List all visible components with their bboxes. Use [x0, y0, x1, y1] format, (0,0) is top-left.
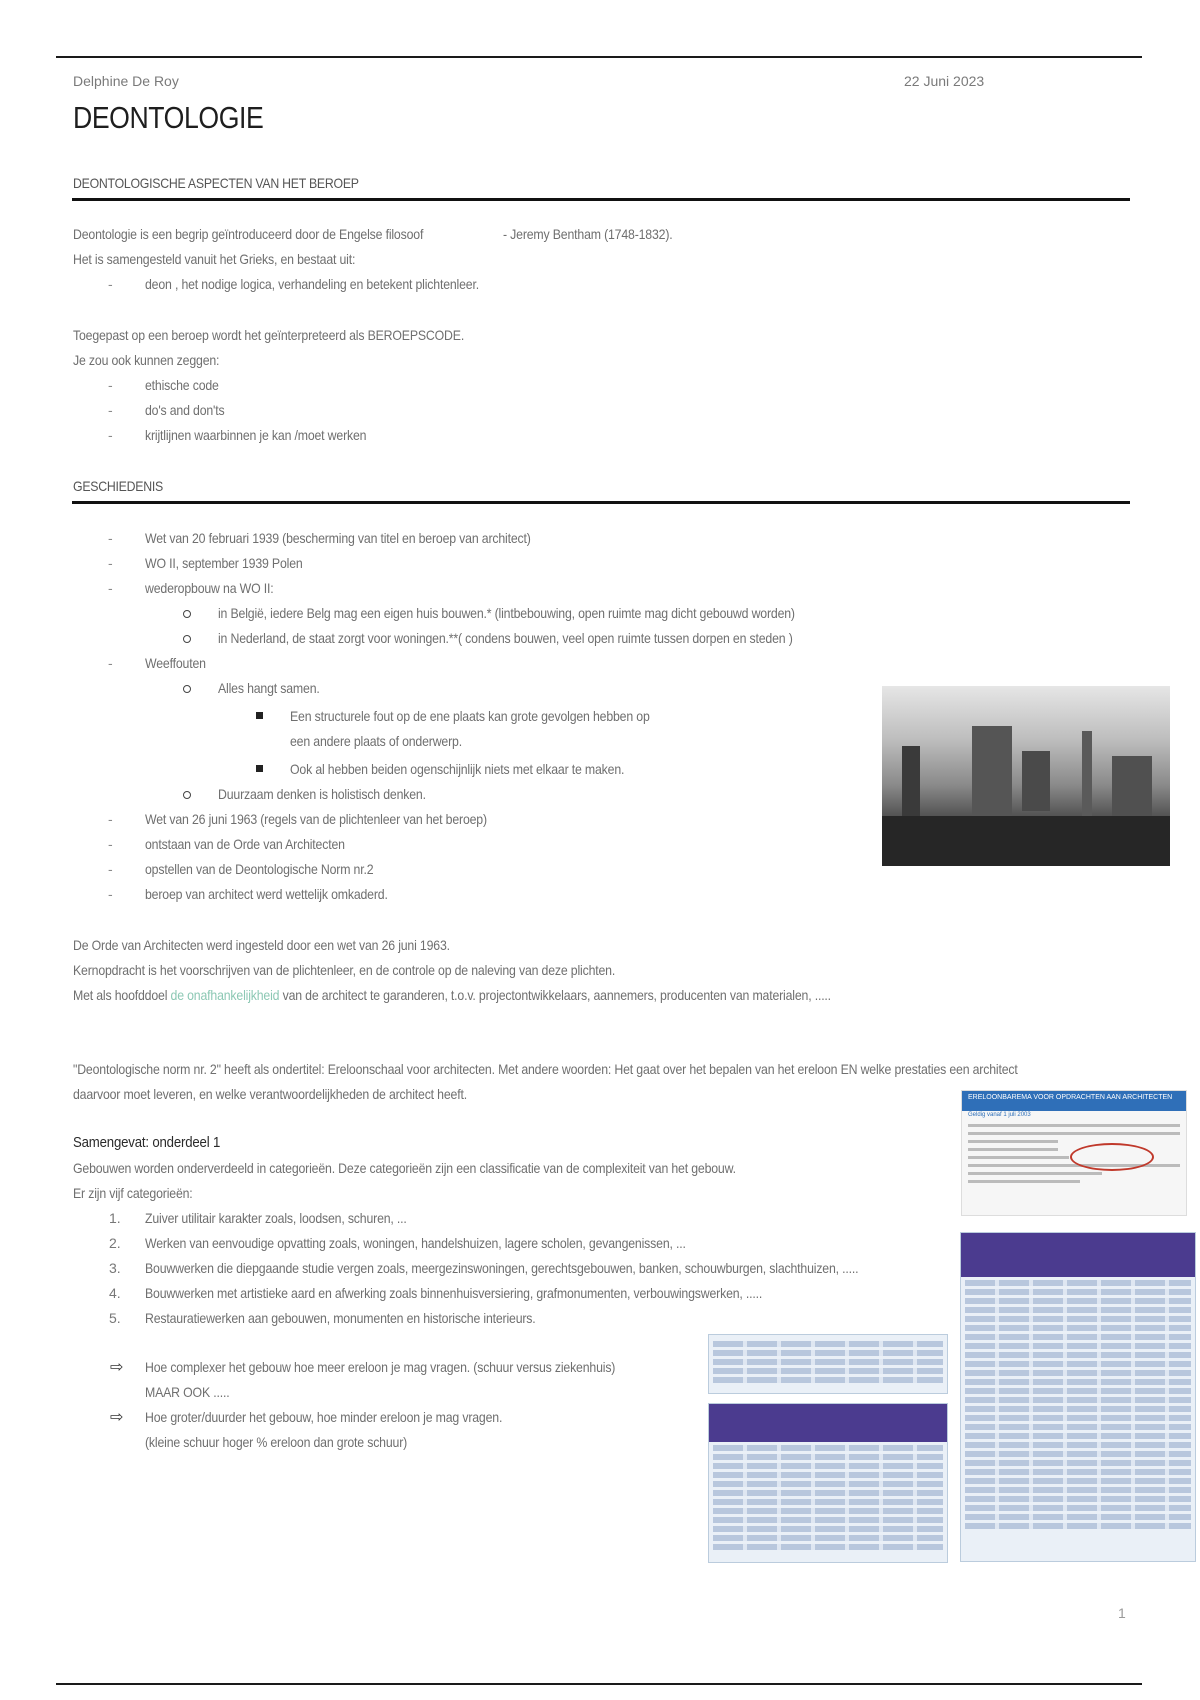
section-rule	[72, 198, 1130, 201]
circle-bullet-icon	[183, 610, 191, 618]
paragraph-line: Er zijn vijf categorieën:	[73, 1185, 193, 1201]
circle-bullet-icon	[183, 685, 191, 693]
paragraph-line: De Orde van Architecten werd ingesteld door een wet van 26 juni 1963.	[73, 937, 450, 953]
page-title: DEONTOLOGIE	[73, 100, 264, 135]
category-item: Bouwwerken die diepgaande studie vergen zoals, meergezinswoningen, gerechtsgebouwen, banken, schouwburgen, slachthuizen, .....	[145, 1260, 859, 1276]
list-item: ethische code	[145, 377, 219, 393]
dash-bullet: -	[108, 655, 113, 671]
list-number: 2.	[109, 1235, 121, 1251]
list-item: Een structurele fout op de ene plaats kan grote gevolgen hebben op	[290, 708, 650, 724]
list-number: 5.	[109, 1310, 121, 1326]
paragraph-line: Je zou ook kunnen zeggen:	[73, 352, 220, 368]
summary-heading: Samengevat: onderdeel 1	[73, 1134, 221, 1151]
list-item: Alles hangt samen.	[218, 680, 320, 696]
independence-link[interactable]: de onafhankelijkheid	[170, 987, 280, 1003]
fee-scale-document-image	[961, 1090, 1187, 1216]
paragraph-line: Toegepast op een beroep wordt het geïnterpreteerd als BEROEPSCODE.	[73, 327, 465, 343]
dash-bullet: -	[108, 861, 113, 877]
dash-bullet: -	[108, 886, 113, 902]
dash-bullet: -	[108, 836, 113, 852]
dash-bullet: -	[108, 427, 113, 443]
list-item: in Nederland, de staat zorgt voor woningen.**( condens bouwen, veel open ruimte tussen dorpen en steden )	[218, 630, 793, 646]
category-item: Werken van eenvoudige opvatting zoals, woningen, handelshuizen, lagere scholen, gevangenissen, ...	[145, 1235, 686, 1251]
conclusion-line: Hoe groter/duurder het gebouw, hoe minder ereloon je mag vragen.	[145, 1409, 503, 1425]
category-item: Bouwwerken met artistieke aard en afwerking zoals binnenhuisversiering, grafmonumenten, verbouwingswerken, .....	[145, 1285, 763, 1301]
dash-bullet: -	[108, 377, 113, 393]
fee-scale-table-image	[960, 1232, 1196, 1562]
list-item: ontstaan van de Orde van Architecten	[145, 836, 345, 852]
highlight-oval	[1070, 1143, 1154, 1171]
list-item: krijtlijnen waarbinnen je kan /moet werken	[145, 427, 367, 443]
document-banner: ERELOONBAREMA VOOR OPDRACHTEN AAN ARCHITECTEN	[962, 1091, 1186, 1111]
list-item: wederopbouw na WO II:	[145, 580, 274, 596]
list-item: opstellen van de Deontologische Norm nr.2	[145, 861, 374, 877]
paragraph-line: "Deontologische norm nr. 2" heeft als ondertitel: Ereloonschaal voor architecten. Met andere woorden: Het gaat over het bepalen van het ereloon EN welke prestaties een architect	[73, 1061, 1018, 1077]
author-name: Delphine De Roy	[73, 73, 179, 89]
conclusion-line: (kleine schuur hoger % ereloon dan grote schuur)	[145, 1434, 408, 1450]
dash-bullet: -	[108, 555, 113, 571]
ruins-photo	[882, 686, 1170, 866]
fee-scale-table-image	[708, 1403, 948, 1563]
list-item: do's and don'ts	[145, 402, 225, 418]
list-number: 1.	[109, 1210, 121, 1226]
category-item: Restauratiewerken aan gebouwen, monumenten en historische interieurs.	[145, 1310, 536, 1326]
document-date: 22 Juni 2023	[904, 73, 985, 89]
document-subtitle: Geldig vanaf 1 juli 2003	[968, 1112, 1031, 1118]
dash-bullet: -	[108, 276, 113, 292]
list-item: Ook al hebben beiden ogenschijnlijk niets met elkaar te maken.	[290, 761, 625, 777]
paragraph-line: Kernopdracht is het voorschrijven van de plichtenleer, en de controle op de naleving van deze plichten.	[73, 962, 616, 978]
list-item: in België, iedere Belg mag een eigen huis bouwen.* (lintbebouwing, open ruimte mag dicht gebouwd worden)	[218, 605, 795, 621]
list-item: Wet van 26 juni 1963 (regels van de plichtenleer van het beroep)	[145, 811, 487, 827]
dash-bullet: -	[108, 530, 113, 546]
circle-bullet-icon	[183, 635, 191, 643]
conclusion-line: MAAR OOK .....	[145, 1384, 230, 1400]
paragraph-line: Gebouwen worden onderverdeeld in categorieën. Deze categorieën zijn een classificatie van de complexiteit van het gebouw.	[73, 1160, 736, 1176]
paragraph-text: Met als hoofddoel	[73, 987, 168, 1003]
list-item: beroep van architect werd wettelijk omkaderd.	[145, 886, 388, 902]
category-item: Zuiver utilitair karakter zoals, loodsen, schuren, ...	[145, 1210, 407, 1226]
square-bullet-icon	[256, 765, 263, 772]
square-bullet-icon	[256, 712, 263, 719]
paragraph-line	[73, 987, 831, 1003]
paragraph-line: Deontologie is een begrip geïntroduceerd door de Engelse filosoof	[73, 226, 424, 242]
list-item: deon , het nodige logica, verhandeling en betekent plichtenleer.	[145, 276, 479, 292]
section-rule	[72, 501, 1130, 504]
paragraph-line: Het is samengesteld vanuit het Grieks, en bestaat uit:	[73, 251, 356, 267]
list-number: 4.	[109, 1285, 121, 1301]
fee-scale-table-image	[708, 1334, 948, 1394]
conclusion-line: Hoe complexer het gebouw hoe meer ereloon je mag vragen. (schuur versus ziekenhuis)	[145, 1359, 616, 1375]
page-number: 1	[1118, 1605, 1126, 1621]
circle-bullet-icon	[183, 791, 191, 799]
paragraph-text: van de architect te garanderen, t.o.v. projectontwikkelaars, aannemers, producenten van materialen, .....	[282, 987, 831, 1003]
arrow-right-icon: ⇨	[110, 1359, 124, 1376]
paragraph-line: - Jeremy Bentham (1748-1832).	[503, 226, 673, 242]
list-item: Weeffouten	[145, 655, 206, 671]
dash-bullet: -	[108, 402, 113, 418]
arrow-right-icon: ⇨	[110, 1409, 124, 1426]
list-item: een andere plaats of onderwerp.	[290, 733, 462, 749]
top-rule	[56, 56, 1142, 58]
section-heading-history: GESCHIEDENIS	[73, 478, 163, 494]
section-heading-deontological-aspects: DEONTOLOGISCHE ASPECTEN VAN HET BEROEP	[73, 175, 359, 191]
list-item: Wet van 20 februari 1939 (bescherming van titel en beroep van architect)	[145, 530, 531, 546]
list-item: Duurzaam denken is holistisch denken.	[218, 786, 426, 802]
list-item: WO II, september 1939 Polen	[145, 555, 303, 571]
bottom-rule	[56, 1683, 1142, 1685]
list-number: 3.	[109, 1260, 121, 1276]
dash-bullet: -	[108, 580, 113, 596]
paragraph-line: daarvoor moet leveren, en welke verantwoordelijkheden de architect heeft.	[73, 1086, 467, 1102]
dash-bullet: -	[108, 811, 113, 827]
